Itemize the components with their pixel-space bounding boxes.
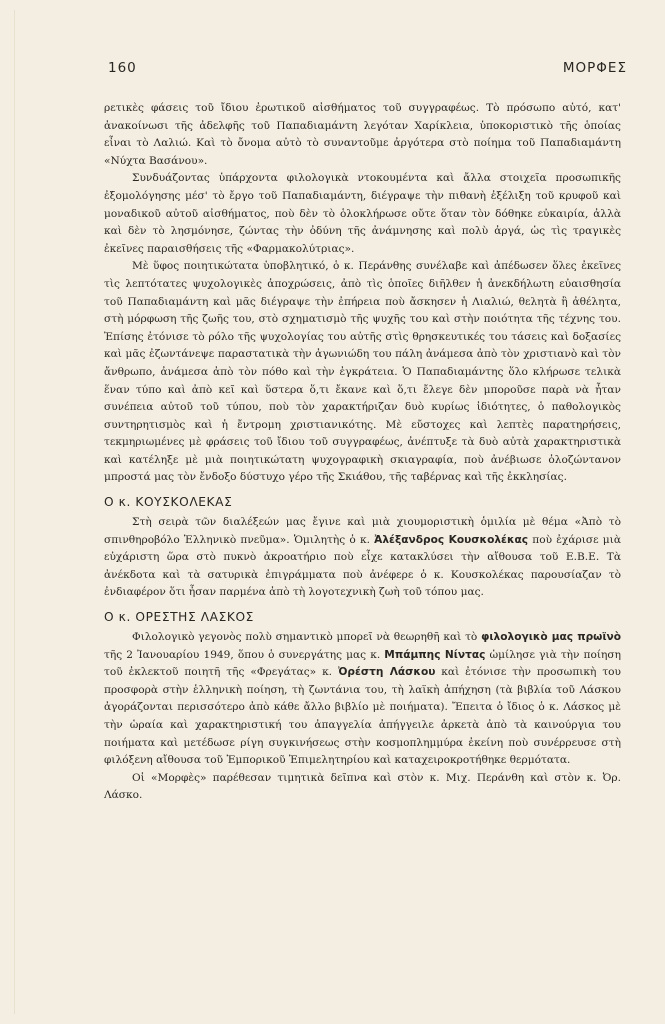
paragraph: Μὲ ὕφος ποιητικώτατα ὑποβλητικό, ὁ κ. Περάνθης συνέλαβε καὶ ἀπέδωσεν ὅλες ἐκεῖνες τὶς λεπτότατες ψυχολογικὲς ἀποχρώσεις, ἀπὸ τὶς ὁποῖες διῆλθεν ἡ ἀνεκδήλωτη εὐαισθησία τοῦ Παπαδιαμάντη καὶ μᾶς διέγραψε τὴν ἐπήρεια ποὺ ἄσκησεν ἡ Λιαλιώ, θελητὰ ἢ ἀθέλητα, στὴ μόρφωση τῆς ζωῆς του, στὸ σχηματισμὸ τῆς ψυχῆς του καὶ στὴν ποιότητα τῆς τέχνης του. Ἐπίσης ἐτόνισε τὸ ρόλο τῆς ψυχολογίας του αὐτῆς στὶς θρησκευτικές του τάσεις καὶ δοξασίες καὶ μᾶς ἐζωντάνεψε παραστατικὰ τὴν ἀγωνιώδη του πάλη ἀνάμεσα ἀπὸ τὸν χριστιανὸ καὶ τὸν ἄνθρωπο, ἀνάμεσα ἀπὸ τὸν πόθο καὶ τὴν ἐγκράτεια. Ὁ Παπαδιαμάντης ὅλο κλήρωσε τελικὰ ἕναν τύπο καὶ ἀπὸ κεῖ καὶ ὕστερα ὅ,τι ἔκανε καὶ ὅ,τι ἔλεγε δὲν μποροῦσε παρὰ νὰ ἦταν συνέπεια αὐτοῦ τοῦ τύπου, ποὺ τὸν χαρακτήριζαν δυὸ κυρίως ἰδιότητες, ὁ παθολογικὸς συντηρητισμὸς καὶ ἡ ἔντρομη χριστιανικότης. Μὲ εὔστοχες καὶ λεπτὲς παρατηρήσεις, τεκμηριωμένες μὲ φράσεις τοῦ ἴδιου τοῦ συγγραφέως, ἀνέπτυξε τὰ δυὸ αὐτὰ χαρακτηριστικὰ καὶ κατέληξε μὲ μιὰ ποιητικώτατη ψυχογραφικὴ σκιαγραφία, ποὺ ἀνέβιωσε ὁλοζώντανον μπροστά μας τὸν ἔνδοξο δύστυχο γέρο τῆς Σκιάθου, τῆς ταβέρνας καὶ τῆς ἐκκλησίας. [104, 260, 621, 484]
section-heading: Ο κ. ΚΟΥΣΚΟΛΕΚΑΣ [104, 495, 233, 510]
paragraph [104, 629, 621, 770]
text-run: ὡμίλησε γιὰ τὴν ποίηση τοῦ ἐκλεκτοῦ ποιητῆ τῆς «Φρεγάτας» κ. [104, 648, 621, 679]
text-run: Στὴ σειρὰ τῶν διαλέξεών μας ἔγινε καὶ μιὰ χιουμοριστικὴ ὁμιλία μὲ θέμα «Ἀπὸ τὸ σπινθηροβόλο Ἑλληνικὸ πνεῦμα». Ὁμιλητὴς ὁ κ. [104, 516, 621, 546]
bold-name: Ἀλέξανδρος Κουσκολέκας [374, 533, 529, 546]
bold-phrase: φιλολογικὸ μας πρωϊνὸ [481, 631, 621, 644]
section-heading: Ο κ. ΟΡΕΣΤΗΣ ΛΑΣΚΟΣ [104, 610, 254, 625]
page-number: 160 [108, 60, 137, 76]
bold-name: Μπάμπης Νίντας [384, 648, 486, 661]
paragraph-continued: ρετικὲς φάσεις τοῦ ἴδιου ἐρωτικοῦ αἰσθήματος τοῦ συγγραφέως. Τὸ πρόσωπο αὐτό, κατ' ἀνακοίνωσι τῆς ἀδελφῆς τοῦ Παπαδιαμάντη λεγόταν Χαρίκλεια, ὑποκοριστικὸ τῆς ὁποίας εἶναι τὸ Λαλιώ. Καὶ τὸ ὄνομα αὐτὸ τὸ συναντοῦμε ἀργότερα στὸ ποίημα τοῦ Παπαδιαμάντη «Νύχτα Βασάνου». [104, 102, 621, 167]
bold-name: Ὀρέστη Λάσκου [337, 666, 436, 679]
text-run: Φιλολογικὸ γεγονὸς πολὺ σημαντικὸ μπορεῖ νὰ θεωρηθῆ καὶ τὸ [132, 631, 482, 644]
paragraph: Συνδυάζοντας ὑπάρχοντα φιλολογικὰ ντοκουμέντα καὶ ἄλλα στοιχεῖα προσωπικῆς ἐξομολόγησης μέσ' τὸ ἔργο τοῦ Παπαδιαμάντη, διέγραψε τὴν πιθανὴ ἐξέλιξη τοῦ κρυφοῦ καὶ μοναδικοῦ αὐτοῦ αἰσθήματος, ποὺ δὲν τὸ ὁλοκλήρωσε οὔτε ὅταν τὸν δόθηκε εὐκαιρία, ἀλλὰ καὶ δὲν τὸ λησμόνησε, ζώντας τὴν ὀδύνη τῆς ἀνάμνησης καὶ πολὺ ἀργά, ὡς τὶς τραγικὲς ἐκεῖνες παραισθήσεις τῆς «Φαρμακολύτριας». [104, 172, 621, 255]
text-run: καὶ ἐτόνισε τὴν προσωπικὴ του προσφορὰ στὴν ἑλληνικὴ ποίηση, τὴ ζωντάνια του, τὴ λαϊκὴ ἀπήχηση (τὰ βιβλία τοῦ Λάσκου ἀγοράζονται περισσότερο ἀπὸ κάθε ἄλλο βιβλίο μὲ ποιήματα). Ἔπειτα ὁ ἴδιος ὁ κ. Λάσκος μὲ τὴν ὡραία καὶ χαρακτηριστική του ἀπαγγελία ἀπήγγειλε ἀρκετὰ ἀπὸ τὰ καινούργια του ποιήματα καὶ μετέδωσε ρίγη συγκινήσεως στὴν κοσμοπλημμύρα ἐκείνη ποὺ συνέρρευσε στὴ φιλόξενη αἴθουσα τοῦ Ἐμπορικοῦ Ἐπιμελητηρίου καὶ καταχειροκροτήθηκε θερμότατα. [104, 666, 621, 767]
article-body [104, 100, 621, 805]
paragraph: Οἱ «Μορφὲς» παρέθεσαν τιμητικὰ δεῖπνα καὶ στὸν κ. Μιχ. Περάνθη καὶ στὸν κ. Ὀρ. Λάσκο. [104, 771, 621, 802]
running-title: ΜΟΡΦΕΣ [562, 60, 627, 76]
page-header [108, 60, 627, 76]
text-run: τῆς 2 Ἰανουαρίου 1949, ὅπου ὁ συνεργάτης μας κ. [104, 648, 385, 661]
paragraph [104, 514, 621, 602]
text-run: ποὺ ἐχάρισε μιὰ εὐχάριστη ὥρα στὸ πυκνὸ ἀκροατήριο ποὺ εἶχε κατακλύσει τὴν αἴθουσα τοῦ Ε.Β.Ε. Τὰ ἀνέκδοτα καὶ τὰ σατυρικὰ ἐπιγράμματα ποὺ ἀνέφερε ὁ κ. Κουσκολέκας παρουσίαζαν τὸ ἐνδιαφέρον ὅτι ἦσαν παρμένα ἀπὸ τὴ λογοτεχνικὴ ζωὴ τοῦ τόπου μας. [104, 533, 621, 599]
